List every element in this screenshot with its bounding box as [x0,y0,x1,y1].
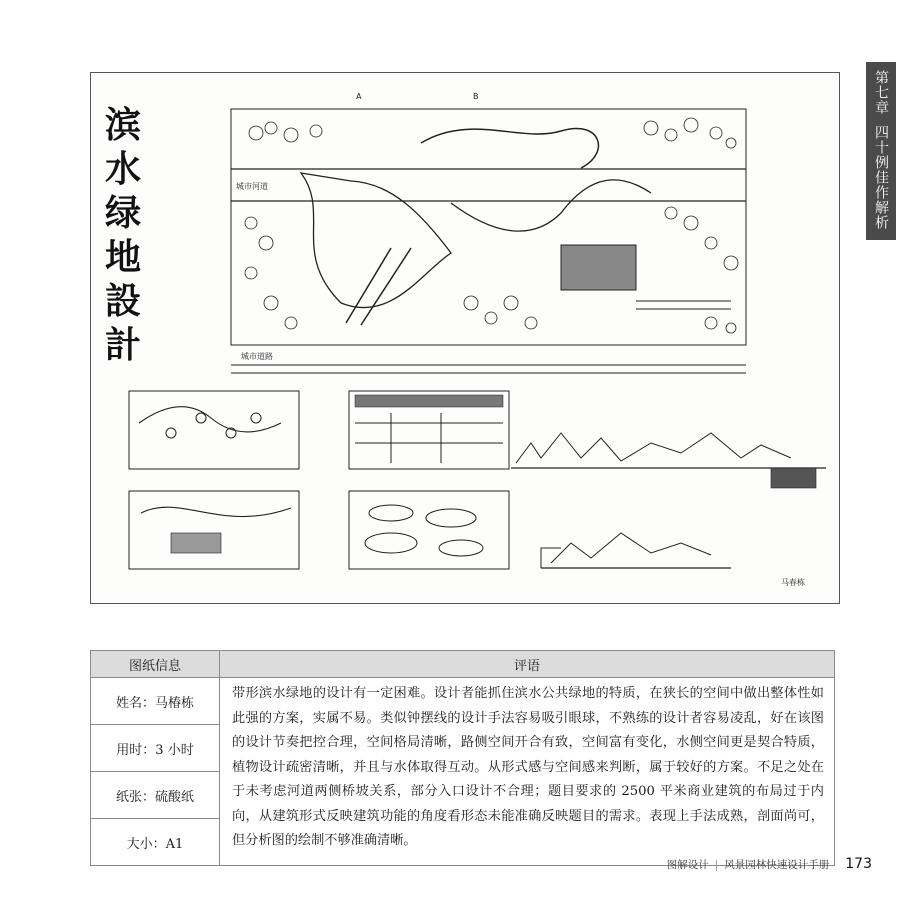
design-drawing [90,72,840,604]
drawing-title: 滨水绿地設計 [104,104,141,366]
section-b-label: B [473,92,479,101]
road-label: 城市道路 [241,352,273,361]
header-comment: 评语 [220,651,835,678]
river-label: 城市河道 [236,182,268,191]
info-paper: 纸张：硫酸纸 [91,772,220,819]
site-plan-sketch [91,73,841,605]
info-author: 姓名：马椿栋 [91,678,220,725]
header-drawing-info: 图纸信息 [91,651,220,678]
book-title-part2: 风景园林快速设计手册 [724,859,830,871]
comment-text: 带形滨水绿地的设计有一定困难。设计者能抓住滨水公共绿地的特质，在狭长的空间中做出整体性如此强的方案，实属不易。类似钟摆线的设计手法容易吸引眼球，不熟练的设计者容易凌乱，好在该图的设计节奏把控合理，空间格局清晰，路侧空间开合有致，空间富有变化，水侧空间更是契合特质，植物设计疏密清晰，并且与水体取得互动。从形式感与空间感来判断，属于较好的方案。不足之处在于未考虑河道两侧桥坡关系，部分入口设计不合理；题目要求的 2500 平米商业建筑的布局过于内向，从建筑形式反映建筑功能的角度看形态未能准确反映题目的需求。表现上手法成熟，剖面尚可，但分析图的绘制不够准确清晰。 [220,678,835,866]
page-footer: 图解设计 | 风景园林快速设计手册 173 [666,856,872,872]
section-label: 四十例佳作解析 [873,125,889,230]
page-number: 173 [845,856,872,872]
chapter-tab [866,62,896,240]
info-time: 用时：3 小时 [91,725,220,772]
info-size: 大小：A1 [91,819,220,866]
book-title-part1: 图解设计 [666,859,709,871]
chapter-label: 第七章 [873,70,889,115]
signature: 马春栋 [781,578,805,587]
site-plan-border [231,109,746,345]
info-table [90,650,835,866]
section-a-label: A [356,92,362,101]
